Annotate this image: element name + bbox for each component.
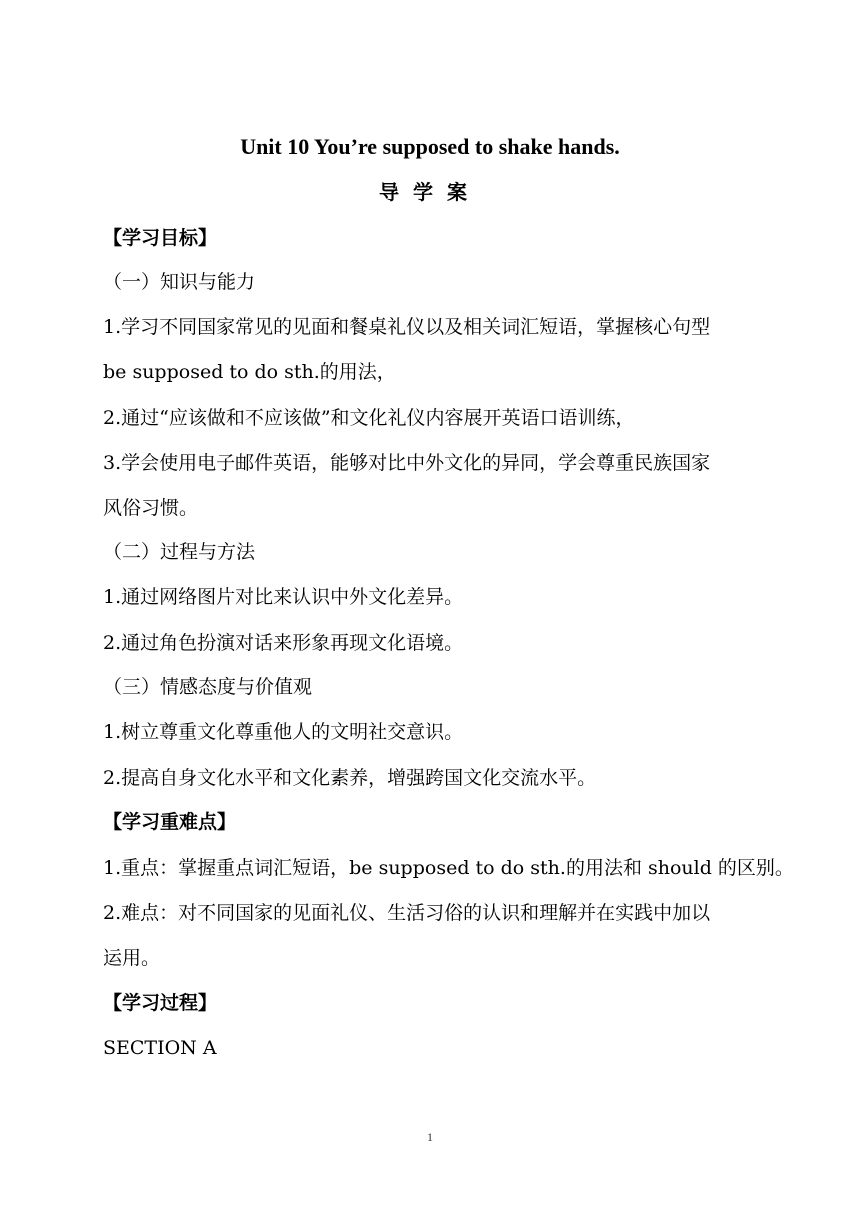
page-number: 1 bbox=[427, 1130, 433, 1144]
keypoint-item-2a: 2.难点：对不同国家的见面礼仪、生活习俗的认识和理解并在实践中加以 bbox=[103, 902, 711, 924]
emotion-heading: （三）情感态度与价值观 bbox=[103, 676, 313, 698]
emotion-item-1: 1.树立尊重文化尊重他人的文明社交意识。 bbox=[103, 721, 464, 743]
process-heading: （二）过程与方法 bbox=[103, 541, 256, 563]
knowledge-item-1a: 1.学习不同国家常见的见面和餐桌礼仪以及相关词汇短语，掌握核心句型 bbox=[103, 316, 711, 338]
emotion-item-2: 2.提高自身文化水平和文化素养，增强跨国文化交流水平。 bbox=[103, 767, 597, 789]
knowledge-item-3a: 3.学会使用电子邮件英语，能够对比中外文化的异同，学会尊重民族国家 bbox=[103, 452, 711, 474]
process-item-2: 2.通过角色扮演对话来形象再现文化语境。 bbox=[103, 632, 464, 654]
knowledge-item-2: 2.通过“应该做和不应该做”和文化礼仪内容展开英语口语训练， bbox=[103, 407, 635, 429]
process-item-1: 1.通过网络图片对比来认识中外文化差异。 bbox=[103, 586, 464, 608]
knowledge-heading: （一）知识与能力 bbox=[103, 271, 256, 293]
document-subtitle: 导学案 bbox=[379, 180, 481, 204]
keypoint-item-2b: 运用。 bbox=[103, 947, 161, 969]
keypoint-item-1: 1.重点：掌握重点词汇短语，be supposed to do sth.的用法和 should 的区别。 bbox=[103, 857, 794, 879]
knowledge-item-1b: be supposed to do sth.的用法， bbox=[103, 361, 396, 383]
objectives-heading: 【学习目标】 bbox=[103, 227, 218, 249]
document-title: Unit 10 You’re supposed to shake hands. bbox=[240, 134, 620, 159]
learning-process-heading: 【学习过程】 bbox=[103, 992, 218, 1014]
section-label: SECTION A bbox=[103, 1037, 217, 1059]
keypoints-heading: 【学习重难点】 bbox=[103, 811, 237, 833]
knowledge-item-3b: 风俗习惯。 bbox=[103, 497, 199, 519]
